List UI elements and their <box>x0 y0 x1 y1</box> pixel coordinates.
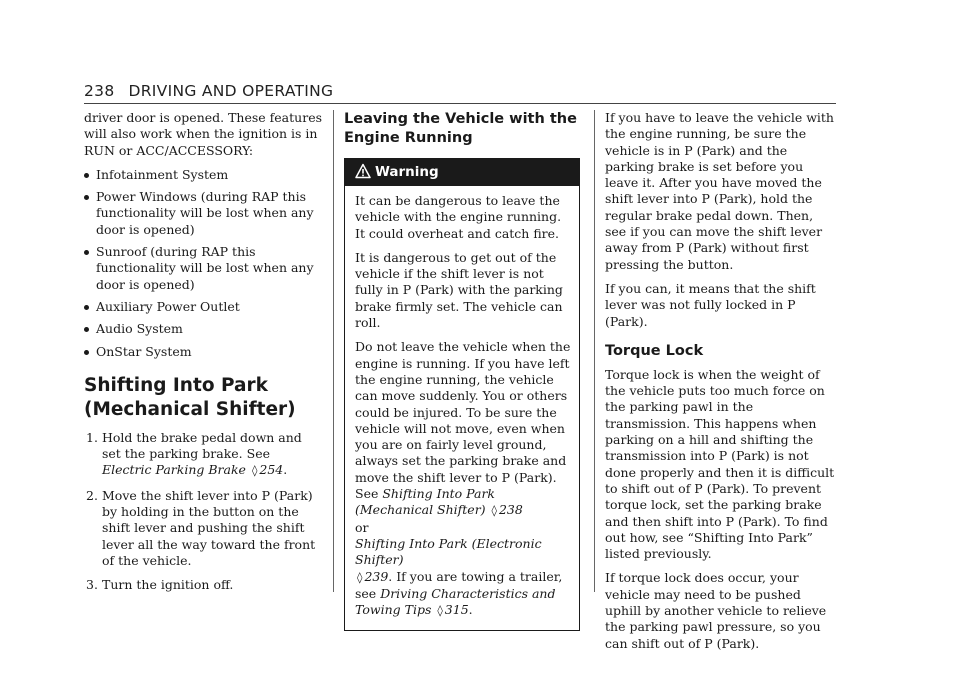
page-number: 238 <box>84 82 115 100</box>
paragraph: If torque lock does occur, your vehicle may need to be pushed uphill by another vehicle to relieve the parking pawl pressure, so you can shift out of P (Park). <box>605 570 827 651</box>
warning-paragraph: It is dangerous to get out of the vehicle if the shift lever is not fully in P (Park) with the parking brake firmly set. The vehicle can roll. <box>355 249 563 331</box>
header-rule <box>84 103 836 104</box>
column-3 <box>605 110 837 660</box>
step-item: 1. Hold the brake pedal down and set the parking brake. See Electric Parking Brake ◊ 254. <box>86 429 302 478</box>
section-heading-leaving-vehicle: Leaving the Vehicle with the Engine Running <box>344 111 577 146</box>
list-item: Power Windows (during RAP this functionality will be lost when any door is opened) <box>84 189 322 238</box>
page-header <box>84 82 333 100</box>
warning-label: Warning <box>375 164 439 180</box>
page-ref-icon: ◊ <box>357 570 363 584</box>
page-ref-icon: ◊ <box>251 464 258 478</box>
list-item: Infotainment System <box>84 167 322 183</box>
steps-list <box>84 430 322 594</box>
list-item: OnStar System <box>84 344 322 360</box>
column-divider-2 <box>594 110 595 592</box>
bullet-icon <box>84 173 89 178</box>
bullet-icon <box>84 250 89 255</box>
page-ref[interactable]: 239 <box>364 568 389 584</box>
warning-box <box>344 158 580 631</box>
page-ref-icon: ◊ <box>437 604 443 618</box>
xref-towing-tips[interactable]: Driving Characteristics and Towing Tips <box>355 585 556 618</box>
page-ref-icon: ◊ <box>491 504 497 518</box>
bullet-icon <box>84 350 89 355</box>
list-item: Audio System <box>84 321 322 337</box>
warning-paragraph: Do not leave the vehicle when the engine is running. If you have left the engine running, the vehicle can move suddenly. You or others could be injured. To be sure the vehicle will not move, even when you are on fairly level ground, always set the parking brake and move the shift lever to P (Park). See Shifting Into Park (Mechanical Shifter) ◊ 238 or Shifting Into Park (Electronic Shifter) ◊ 239. If you are towing a trailer, see Driving Characteristics and Towing Tips ◊ 315. <box>355 339 571 618</box>
paragraph: If you have to leave the vehicle with the engine running, be sure the vehicle is in P (Park) and the parking brake is set before you leave it. After you have moved the shift lever into P (Park), hold the regular brake pedal down. Then, see if you can move the shift lever away from P (Park) without first pressing the button. <box>605 110 834 272</box>
page-ref[interactable]: 315 <box>444 602 469 618</box>
paragraph: If you can, it means that the shift lever was not fully locked in P (Park). <box>605 280 816 329</box>
bullet-icon <box>84 327 89 332</box>
list-item: Auxiliary Power Outlet <box>84 299 322 315</box>
warning-header <box>345 159 579 186</box>
intro-paragraph: driver door is opened. These features will also work when the ignition is in RUN or ACC/ACCESSORY: <box>84 110 323 158</box>
section-heading-torque-lock: Torque Lock <box>605 342 704 359</box>
column-1 <box>84 110 322 602</box>
section-title: DRIVING AND OPERATING <box>128 82 334 100</box>
column-divider-1 <box>333 110 334 592</box>
feature-list <box>84 167 322 360</box>
page-ref[interactable]: 254 <box>259 462 284 478</box>
bullet-icon <box>84 305 89 310</box>
warning-paragraph: It can be dangerous to leave the vehicle with the engine running. It could overheat and catch fire. <box>355 193 562 241</box>
step-item: 2. Move the shift lever into P (Park) by holding in the button on the shift lever and pushing the shift lever all the way toward the front of the vehicle. <box>86 487 316 568</box>
step-item: 3. Turn the ignition off. <box>86 577 234 593</box>
list-item: Sunroof (during RAP this functionality will be lost when any door is opened) <box>84 244 322 293</box>
xref-shifting-electronic[interactable]: Shifting Into Park (Electronic Shifter) <box>355 535 542 568</box>
xref-shifting-mechanical[interactable]: Shifting Into Park (Mechanical Shifter) <box>355 486 495 518</box>
column-2 <box>344 110 580 631</box>
section-heading-shifting-into-park: Shifting Into Park (Mechanical Shifter) <box>84 374 296 420</box>
bullet-icon <box>84 195 89 200</box>
warning-icon <box>355 163 371 179</box>
paragraph: Torque lock is when the weight of the vehicle puts too much force on the parking pawl in the transmission. This happens when parking on a hill and shifting the transmission into P (Park) is not done properly and then it is difficult to shift out of P (Park). To prevent torque lock, set the parking brake and then shift into P (Park). To find out how, see “Shifting Into Park” listed previously. <box>605 366 835 562</box>
page-ref[interactable]: 238 <box>498 502 523 518</box>
warning-body <box>345 186 579 630</box>
xref-electric-parking-brake[interactable]: Electric Parking Brake <box>102 462 246 478</box>
